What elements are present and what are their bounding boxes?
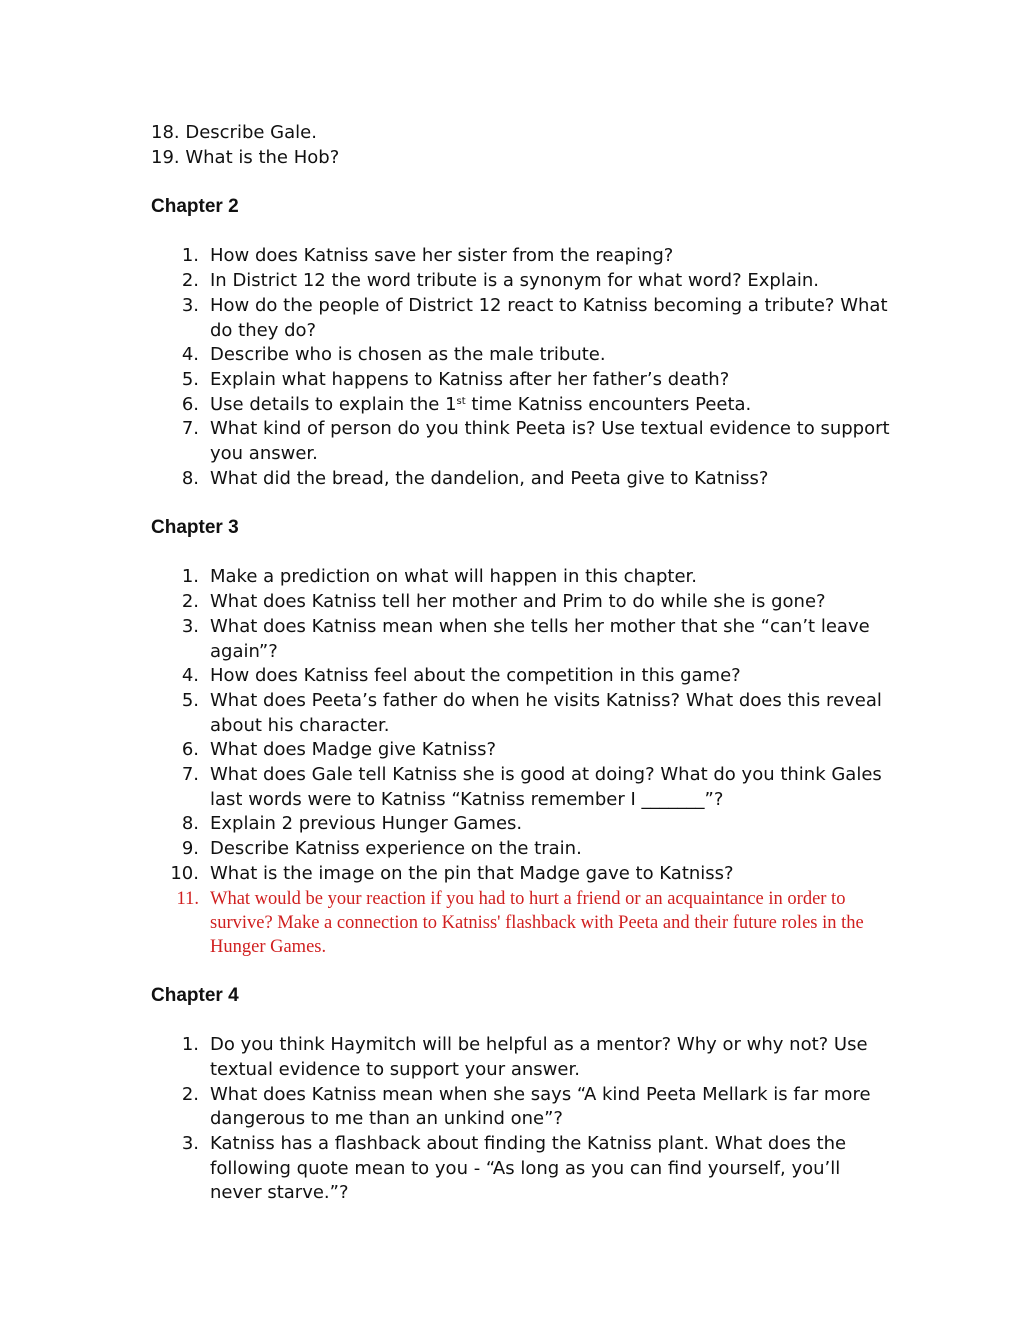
question-item — [151, 467, 891, 492]
question-item — [151, 1083, 891, 1132]
question-text: How does Katniss feel about the competition in this game? — [210, 665, 741, 687]
question-text: What does Katniss mean when she says “A kind Peeta Mellark is far more dangerous to me than an unkind one”? — [210, 1083, 871, 1130]
question-text: Describe who is chosen as the male tribute. — [210, 344, 606, 366]
question-number: 8. — [181, 467, 199, 489]
question-item — [151, 590, 891, 615]
question-number: 2. — [181, 270, 199, 292]
question-text: What does Katniss tell her mother and Prim to do while she is gone? — [210, 591, 826, 613]
question-number: 1. — [181, 1034, 199, 1056]
question-item — [151, 738, 891, 763]
question-item — [151, 689, 891, 738]
chapter-heading: Chapter 3 — [151, 517, 239, 539]
question-number: 3. — [181, 615, 199, 637]
question-number: 6. — [181, 739, 199, 761]
question-number: 4. — [181, 665, 199, 687]
question-list — [151, 565, 891, 959]
question-text: What does Katniss mean when she tells her mother that she “can’t leave again”? — [210, 615, 870, 662]
question-item — [151, 343, 891, 368]
question-text: What is the image on the pin that Madge gave to Katniss? — [210, 862, 734, 884]
question-text: time Katniss encounters Peeta. — [465, 393, 752, 415]
question-item — [151, 294, 891, 343]
question-item — [151, 615, 891, 664]
question-19: 19. What is the Hob? — [151, 146, 340, 168]
question-text: What kind of person do you think Peeta is? Use textual evidence to support you answer. — [210, 418, 890, 465]
question-text: Use details to explain the 1 — [210, 393, 457, 415]
question-number: 7. — [181, 418, 199, 440]
question-number: 4. — [181, 344, 199, 366]
question-list — [151, 244, 891, 491]
question-text: Explain what happens to Katniss after her father’s death? — [210, 368, 730, 390]
question-number: 8. — [181, 813, 199, 835]
question-item — [151, 862, 891, 887]
question-item — [151, 269, 891, 294]
question-text: In District 12 the word tribute is a synonym for what word? Explain. — [210, 270, 819, 292]
chapter-heading: Chapter 2 — [151, 196, 239, 218]
question-number: 9. — [181, 838, 199, 860]
chapter-heading: Chapter 4 — [151, 985, 239, 1007]
question-text: What does Peeta’s father do when he visits Katniss? What does this reveal about his character. — [210, 689, 882, 736]
question-text: What does Gale tell Katniss she is good at doing? What do you think Gales last words were to Katniss “Katniss remember I _______”? — [210, 764, 882, 810]
question-list — [151, 1033, 891, 1206]
question-number: 5. — [181, 368, 199, 390]
question-item — [151, 1132, 891, 1206]
question-number: 2. — [181, 591, 199, 613]
question-number: 1. — [181, 566, 199, 588]
question-item — [151, 837, 891, 862]
question-text: How does Katniss save her sister from the reaping? — [210, 245, 674, 267]
question-number: 11. — [176, 888, 199, 909]
worksheet-page — [151, 121, 891, 1206]
question-item — [151, 244, 891, 269]
question-text: What did the bread, the dandelion, and Peeta give to Katniss? — [210, 467, 769, 489]
question-18: 18. Describe Gale. — [151, 122, 317, 143]
question-item — [151, 393, 891, 418]
question-number: 3. — [181, 294, 199, 316]
question-number: 5. — [181, 689, 199, 711]
chapters-container — [151, 195, 891, 1206]
question-number: 1. — [181, 245, 199, 267]
question-item — [151, 763, 891, 812]
question-text: How do the people of District 12 react to Katniss becoming a tribute? What do they do? — [210, 294, 888, 341]
question-text: Describe Katniss experience on the train. — [210, 838, 582, 860]
question-item — [151, 812, 891, 837]
question-text: What would be your reaction if you had to hurt a friend or an acquaintance in order to survive? Make a connection to Katniss' flashback with Peeta and their future roles in the Hunger Games. — [210, 888, 864, 957]
question-item — [151, 1033, 891, 1082]
question-text: Do you think Haymitch will be helpful as a mentor? Why or why not? Use textual evidence to support your answer. — [210, 1034, 868, 1080]
question-text: What does Madge give Katniss? — [210, 739, 497, 761]
question-item-red — [151, 887, 891, 960]
question-text: Explain 2 previous Hunger Games. — [210, 813, 523, 835]
question-item — [151, 565, 891, 590]
question-item — [151, 664, 891, 689]
question-number: 6. — [181, 393, 199, 415]
question-text: Make a prediction on what will happen in this chapter. — [210, 566, 698, 588]
question-item — [151, 368, 891, 393]
question-number: 3. — [181, 1133, 199, 1154]
question-number: 2. — [181, 1083, 199, 1105]
question-item — [151, 417, 891, 466]
ordinal-suffix: st — [456, 395, 466, 407]
question-text: Katniss has a flashback about finding the Katniss plant. What does the following quote mean to you - “As long as you can find yourself, you’ll never starve.”? — [210, 1133, 847, 1204]
question-number: 10. — [170, 862, 199, 884]
question-number: 7. — [181, 764, 199, 786]
